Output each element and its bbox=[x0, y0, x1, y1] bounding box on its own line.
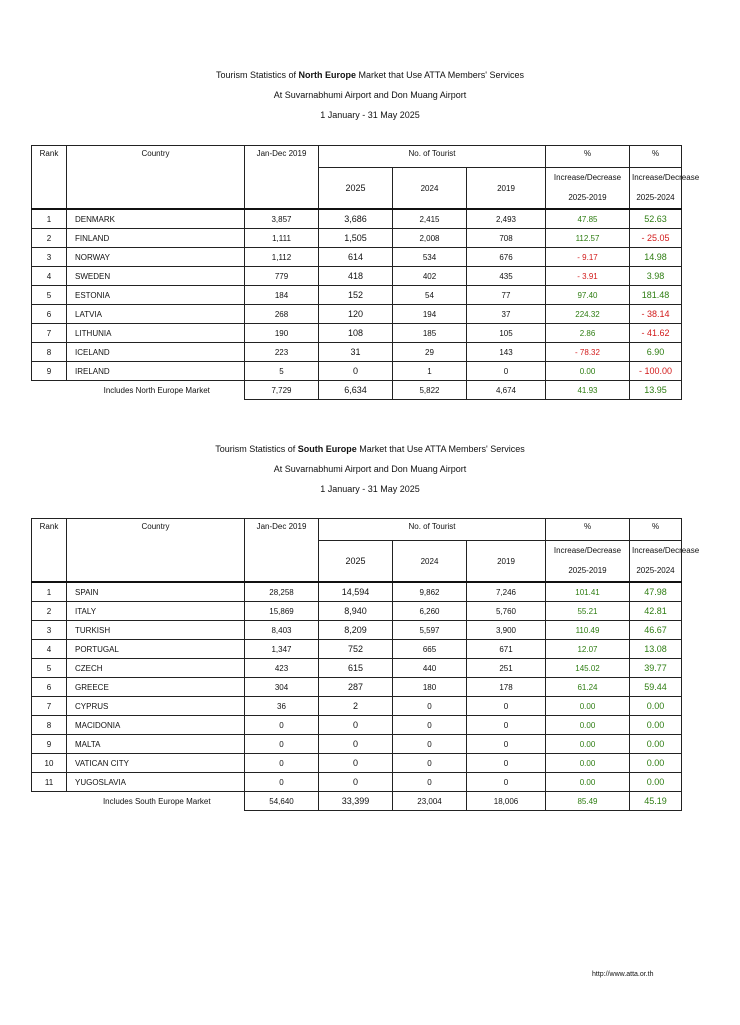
north-title-pre: Tourism Statistics of bbox=[216, 70, 299, 80]
rank-cell: 6 bbox=[32, 305, 67, 324]
total-2024-cell: 23,004 bbox=[393, 792, 467, 811]
tourist-2025-cell: 0 bbox=[319, 773, 393, 792]
header-no-of-tourist: No. of Tourist bbox=[319, 519, 546, 541]
header-pct-2024: % bbox=[630, 146, 682, 168]
tourist-2024-cell: 180 bbox=[393, 678, 467, 697]
tourist-2019-cell: 671 bbox=[467, 640, 546, 659]
tourist-2025-cell: 615 bbox=[319, 659, 393, 678]
tourist-2019-cell: 676 bbox=[467, 248, 546, 267]
total-pct-2025-2024-cell: 45.19 bbox=[630, 792, 682, 811]
table-row bbox=[32, 735, 682, 754]
south-period: 1 January - 31 May 2025 bbox=[320, 484, 420, 494]
south-title-region: South Europe bbox=[297, 444, 357, 454]
tourist-2019-cell: 2,493 bbox=[467, 209, 546, 229]
inc-dec-label: Increase/Decrease bbox=[553, 173, 622, 182]
country-cell: ICELAND bbox=[67, 343, 245, 362]
south-title-pre: Tourism Statistics of bbox=[215, 444, 298, 454]
country-cell: LATVIA bbox=[67, 305, 245, 324]
tourist-2024-cell: 54 bbox=[393, 286, 467, 305]
tourist-2025-cell: 0 bbox=[319, 735, 393, 754]
country-cell: MACIDONIA bbox=[67, 716, 245, 735]
pct-2025-2024-cell: 42.81 bbox=[630, 602, 682, 621]
jan-dec-2019-cell: 0 bbox=[245, 716, 319, 735]
tourist-2025-cell: 3,686 bbox=[319, 209, 393, 229]
tourist-2019-cell: 0 bbox=[467, 362, 546, 381]
period-label: 2025-2024 bbox=[636, 193, 675, 202]
pct-2025-2024-cell: 3.98 bbox=[630, 267, 682, 286]
table-row bbox=[32, 343, 682, 362]
inc-dec-label: Increase/Decrease bbox=[632, 546, 700, 555]
header-2025: 2025 bbox=[319, 168, 393, 210]
pct-2025-2024-cell: 39.77 bbox=[630, 659, 682, 678]
header-2019: 2019 bbox=[467, 168, 546, 210]
country-cell: MALTA bbox=[67, 735, 245, 754]
header-inc-dec-2025-2024 bbox=[630, 168, 700, 210]
jan-dec-2019-cell: 0 bbox=[245, 754, 319, 773]
tourist-2019-cell: 251 bbox=[467, 659, 546, 678]
tourist-2025-cell: 31 bbox=[319, 343, 393, 362]
total-2025-cell: 33,399 bbox=[319, 792, 393, 811]
tourist-2019-cell: 3,900 bbox=[467, 621, 546, 640]
table-row bbox=[32, 305, 682, 324]
table-row bbox=[32, 678, 682, 697]
jan-dec-2019-cell: 8,403 bbox=[245, 621, 319, 640]
tourist-2019-cell: 0 bbox=[467, 773, 546, 792]
country-cell: IRELAND bbox=[67, 362, 245, 381]
header-2024: 2024 bbox=[393, 541, 467, 583]
country-cell: VATICAN CITY bbox=[67, 754, 245, 773]
jan-dec-2019-cell: 36 bbox=[245, 697, 319, 716]
inc-dec-label: Increase/Decrease bbox=[632, 173, 700, 182]
tourist-2024-cell: 440 bbox=[393, 659, 467, 678]
tourist-2019-cell: 435 bbox=[467, 267, 546, 286]
table-row bbox=[32, 324, 682, 343]
pct-2025-2019-cell: - 78.32 bbox=[546, 343, 630, 362]
north-title-post: Market that Use ATTA Members' Services bbox=[356, 70, 524, 80]
total-jan-dec-2019-cell: 7,729 bbox=[245, 381, 319, 400]
header-rank: Rank bbox=[32, 146, 67, 210]
pct-2025-2019-cell: 0.00 bbox=[546, 773, 630, 792]
header-2019: 2019 bbox=[467, 541, 546, 583]
total-2024-cell: 5,822 bbox=[393, 381, 467, 400]
table-row bbox=[32, 659, 682, 678]
jan-dec-2019-cell: 268 bbox=[245, 305, 319, 324]
tourist-2019-cell: 178 bbox=[467, 678, 546, 697]
tourist-2024-cell: 194 bbox=[393, 305, 467, 324]
table-row bbox=[32, 754, 682, 773]
pct-2025-2019-cell: 145.02 bbox=[546, 659, 630, 678]
tourist-2019-cell: 5,760 bbox=[467, 602, 546, 621]
rank-cell: 10 bbox=[32, 754, 67, 773]
pct-2025-2019-cell: 97.40 bbox=[546, 286, 630, 305]
south-subtitle: At Suvarnabhumi Airport and Don Muang Airport bbox=[273, 464, 467, 474]
jan-dec-2019-cell: 0 bbox=[245, 773, 319, 792]
rank-cell: 8 bbox=[32, 716, 67, 735]
jan-dec-2019-cell: 190 bbox=[245, 324, 319, 343]
pct-2025-2019-cell: 61.24 bbox=[546, 678, 630, 697]
tourist-2025-cell: 108 bbox=[319, 324, 393, 343]
total-label: Includes South Europe Market bbox=[102, 796, 211, 806]
header-country: Country bbox=[67, 519, 245, 583]
tourist-2025-cell: 8,209 bbox=[319, 621, 393, 640]
jan-dec-2019-cell: 1,112 bbox=[245, 248, 319, 267]
pct-2025-2024-cell: - 25.05 bbox=[630, 229, 682, 248]
pct-2025-2019-cell: 0.00 bbox=[546, 735, 630, 754]
pct-2025-2019-cell: 101.41 bbox=[546, 582, 630, 602]
rank-cell: 6 bbox=[32, 678, 67, 697]
total-row bbox=[32, 381, 682, 400]
tourist-2024-cell: 6,260 bbox=[393, 602, 467, 621]
table-row bbox=[32, 640, 682, 659]
north-subtitle: At Suvarnabhumi Airport and Don Muang Airport bbox=[273, 90, 467, 100]
pct-2025-2019-cell: 0.00 bbox=[546, 754, 630, 773]
rank-cell: 4 bbox=[32, 267, 67, 286]
header-inc-dec-2025-2019 bbox=[546, 168, 630, 210]
tourist-2019-cell: 143 bbox=[467, 343, 546, 362]
tourist-2025-cell: 0 bbox=[319, 716, 393, 735]
tourist-2025-cell: 14,594 bbox=[319, 582, 393, 602]
pct-2025-2019-cell: - 3.91 bbox=[546, 267, 630, 286]
tourist-2024-cell: 2,415 bbox=[393, 209, 467, 229]
country-cell: FINLAND bbox=[67, 229, 245, 248]
total-label: Includes North Europe Market bbox=[103, 385, 210, 395]
table-row bbox=[32, 267, 682, 286]
tourist-2025-cell: 287 bbox=[319, 678, 393, 697]
country-cell: CZECH bbox=[67, 659, 245, 678]
tourist-2019-cell: 37 bbox=[467, 305, 546, 324]
tourist-2025-cell: 0 bbox=[319, 754, 393, 773]
jan-dec-2019-cell: 3,857 bbox=[245, 209, 319, 229]
tourist-2025-cell: 8,940 bbox=[319, 602, 393, 621]
country-cell: ESTONIA bbox=[67, 286, 245, 305]
header-inc-dec-2025-2024 bbox=[630, 541, 700, 583]
jan-dec-2019-cell: 5 bbox=[245, 362, 319, 381]
tourist-2025-cell: 614 bbox=[319, 248, 393, 267]
tourist-2024-cell: 0 bbox=[393, 697, 467, 716]
tourist-2025-cell: 152 bbox=[319, 286, 393, 305]
total-pct-2025-2019-cell: 85.49 bbox=[546, 792, 630, 811]
tourist-2025-cell: 418 bbox=[319, 267, 393, 286]
pct-2025-2024-cell: - 38.14 bbox=[630, 305, 682, 324]
total-2019-cell: 4,674 bbox=[467, 381, 546, 400]
pct-2025-2024-cell: 46.67 bbox=[630, 621, 682, 640]
tourist-2019-cell: 708 bbox=[467, 229, 546, 248]
pct-2025-2019-cell: 112.57 bbox=[546, 229, 630, 248]
tourist-2019-cell: 0 bbox=[467, 754, 546, 773]
rank-cell: 1 bbox=[32, 209, 67, 229]
tourist-2024-cell: 29 bbox=[393, 343, 467, 362]
rank-cell: 3 bbox=[32, 248, 67, 267]
jan-dec-2019-cell: 0 bbox=[245, 735, 319, 754]
footer-url: http://www.atta.or.th bbox=[592, 971, 654, 978]
tourist-2025-cell: 120 bbox=[319, 305, 393, 324]
north-europe-table bbox=[31, 145, 700, 400]
tourist-2024-cell: 402 bbox=[393, 267, 467, 286]
tourist-2024-cell: 0 bbox=[393, 754, 467, 773]
country-cell: LITHUNIA bbox=[67, 324, 245, 343]
rank-cell: 9 bbox=[32, 735, 67, 754]
country-cell: PORTUGAL bbox=[67, 640, 245, 659]
rank-cell: 3 bbox=[32, 621, 67, 640]
south-europe-table bbox=[31, 518, 700, 811]
tourist-2024-cell: 665 bbox=[393, 640, 467, 659]
table-row bbox=[32, 621, 682, 640]
rank-cell: 5 bbox=[32, 659, 67, 678]
header-2024: 2024 bbox=[393, 168, 467, 210]
header-pct-2019: % bbox=[546, 519, 630, 541]
rank-cell: 7 bbox=[32, 324, 67, 343]
pct-2025-2024-cell: 0.00 bbox=[630, 697, 682, 716]
header-pct-2019: % bbox=[546, 146, 630, 168]
jan-dec-2019-cell: 1,347 bbox=[245, 640, 319, 659]
inc-dec-label: Increase/Decrease bbox=[553, 546, 622, 555]
pct-2025-2024-cell: 59.44 bbox=[630, 678, 682, 697]
header-jan-dec-2019: Jan-Dec 2019 bbox=[245, 146, 319, 210]
tourist-2024-cell: 9,862 bbox=[393, 582, 467, 602]
pct-2025-2019-cell: 55.21 bbox=[546, 602, 630, 621]
header-pct-2024: % bbox=[630, 519, 682, 541]
tourist-2019-cell: 105 bbox=[467, 324, 546, 343]
table-row bbox=[32, 209, 682, 229]
pct-2025-2024-cell: 0.00 bbox=[630, 716, 682, 735]
pct-2025-2019-cell: 0.00 bbox=[546, 716, 630, 735]
period-label: 2025-2024 bbox=[636, 566, 675, 575]
pct-2025-2019-cell: 0.00 bbox=[546, 362, 630, 381]
pct-2025-2019-cell: 47.85 bbox=[546, 209, 630, 229]
pct-2025-2024-cell: 13.08 bbox=[630, 640, 682, 659]
rank-cell: 1 bbox=[32, 582, 67, 602]
tourist-2025-cell: 2 bbox=[319, 697, 393, 716]
table-row bbox=[32, 716, 682, 735]
tourist-2019-cell: 0 bbox=[467, 697, 546, 716]
pct-2025-2019-cell: - 9.17 bbox=[546, 248, 630, 267]
jan-dec-2019-cell: 423 bbox=[245, 659, 319, 678]
header-rank: Rank bbox=[32, 519, 67, 583]
table-row bbox=[32, 773, 682, 792]
pct-2025-2019-cell: 2.86 bbox=[546, 324, 630, 343]
country-cell: DENMARK bbox=[67, 209, 245, 229]
total-2025-cell: 6,634 bbox=[319, 381, 393, 400]
pct-2025-2024-cell: 6.90 bbox=[630, 343, 682, 362]
period-label: 2025-2019 bbox=[568, 566, 607, 575]
rank-cell: 7 bbox=[32, 697, 67, 716]
table-row bbox=[32, 229, 682, 248]
tourist-2024-cell: 0 bbox=[393, 773, 467, 792]
header-no-of-tourist: No. of Tourist bbox=[319, 146, 546, 168]
jan-dec-2019-cell: 28,258 bbox=[245, 582, 319, 602]
tourist-2024-cell: 1 bbox=[393, 362, 467, 381]
tourist-2024-cell: 5,597 bbox=[393, 621, 467, 640]
south-title-post: Market that Use ATTA Members' Services bbox=[356, 444, 525, 454]
country-cell: CYPRUS bbox=[67, 697, 245, 716]
table-row bbox=[32, 362, 682, 381]
tourist-2019-cell: 7,246 bbox=[467, 582, 546, 602]
pct-2025-2019-cell: 110.49 bbox=[546, 621, 630, 640]
rank-cell: 2 bbox=[32, 602, 67, 621]
pct-2025-2024-cell: 0.00 bbox=[630, 735, 682, 754]
period-label: 2025-2019 bbox=[568, 193, 607, 202]
table-row bbox=[32, 286, 682, 305]
tourist-2025-cell: 752 bbox=[319, 640, 393, 659]
country-cell: SWEDEN bbox=[67, 267, 245, 286]
rank-cell: 9 bbox=[32, 362, 67, 381]
tourist-2025-cell: 0 bbox=[319, 362, 393, 381]
tourist-2025-cell: 1,505 bbox=[319, 229, 393, 248]
south-title bbox=[0, 443, 740, 455]
total-jan-dec-2019-cell: 54,640 bbox=[245, 792, 319, 811]
pct-2025-2024-cell: 0.00 bbox=[630, 754, 682, 773]
pct-2025-2024-cell: - 41.62 bbox=[630, 324, 682, 343]
country-cell: ITALY bbox=[67, 602, 245, 621]
tourist-2019-cell: 0 bbox=[467, 735, 546, 754]
country-cell: SPAIN bbox=[67, 582, 245, 602]
tourist-2024-cell: 2,008 bbox=[393, 229, 467, 248]
tourist-2019-cell: 77 bbox=[467, 286, 546, 305]
pct-2025-2024-cell: 0.00 bbox=[630, 773, 682, 792]
north-period: 1 January - 31 May 2025 bbox=[320, 110, 420, 120]
rank-cell: 5 bbox=[32, 286, 67, 305]
jan-dec-2019-cell: 304 bbox=[245, 678, 319, 697]
pct-2025-2024-cell: 52.63 bbox=[630, 209, 682, 229]
country-cell: YUGOSLAVIA bbox=[67, 773, 245, 792]
pct-2025-2024-cell: 181.48 bbox=[630, 286, 682, 305]
tourist-2019-cell: 0 bbox=[467, 716, 546, 735]
north-title-region: North Europe bbox=[298, 70, 357, 80]
country-cell: GREECE bbox=[67, 678, 245, 697]
header-inc-dec-2025-2019 bbox=[546, 541, 630, 583]
tourist-2024-cell: 534 bbox=[393, 248, 467, 267]
country-cell: TURKISH bbox=[67, 621, 245, 640]
country-cell: NORWAY bbox=[67, 248, 245, 267]
tourist-2024-cell: 0 bbox=[393, 716, 467, 735]
pct-2025-2019-cell: 0.00 bbox=[546, 697, 630, 716]
pct-2025-2024-cell: 47.98 bbox=[630, 582, 682, 602]
jan-dec-2019-cell: 223 bbox=[245, 343, 319, 362]
rank-cell: 8 bbox=[32, 343, 67, 362]
rank-cell: 2 bbox=[32, 229, 67, 248]
tourist-2024-cell: 185 bbox=[393, 324, 467, 343]
header-country: Country bbox=[67, 146, 245, 210]
pct-2025-2024-cell: 14.98 bbox=[630, 248, 682, 267]
pct-2025-2024-cell: - 100.00 bbox=[630, 362, 682, 381]
tourist-2024-cell: 0 bbox=[393, 735, 467, 754]
jan-dec-2019-cell: 15,869 bbox=[245, 602, 319, 621]
header-jan-dec-2019: Jan-Dec 2019 bbox=[245, 519, 319, 583]
table-row bbox=[32, 248, 682, 267]
total-row bbox=[32, 792, 682, 811]
total-pct-2025-2019-cell: 41.93 bbox=[546, 381, 630, 400]
table-row bbox=[32, 697, 682, 716]
jan-dec-2019-cell: 779 bbox=[245, 267, 319, 286]
pct-2025-2019-cell: 224.32 bbox=[546, 305, 630, 324]
table-row bbox=[32, 582, 682, 602]
total-2019-cell: 18,006 bbox=[467, 792, 546, 811]
rank-cell: 4 bbox=[32, 640, 67, 659]
pct-2025-2019-cell: 12.07 bbox=[546, 640, 630, 659]
total-pct-2025-2024-cell: 13.95 bbox=[630, 381, 682, 400]
rank-cell: 11 bbox=[32, 773, 67, 792]
jan-dec-2019-cell: 184 bbox=[245, 286, 319, 305]
header-2025: 2025 bbox=[319, 541, 393, 583]
jan-dec-2019-cell: 1,111 bbox=[245, 229, 319, 248]
table-row bbox=[32, 602, 682, 621]
north-title bbox=[0, 69, 740, 81]
